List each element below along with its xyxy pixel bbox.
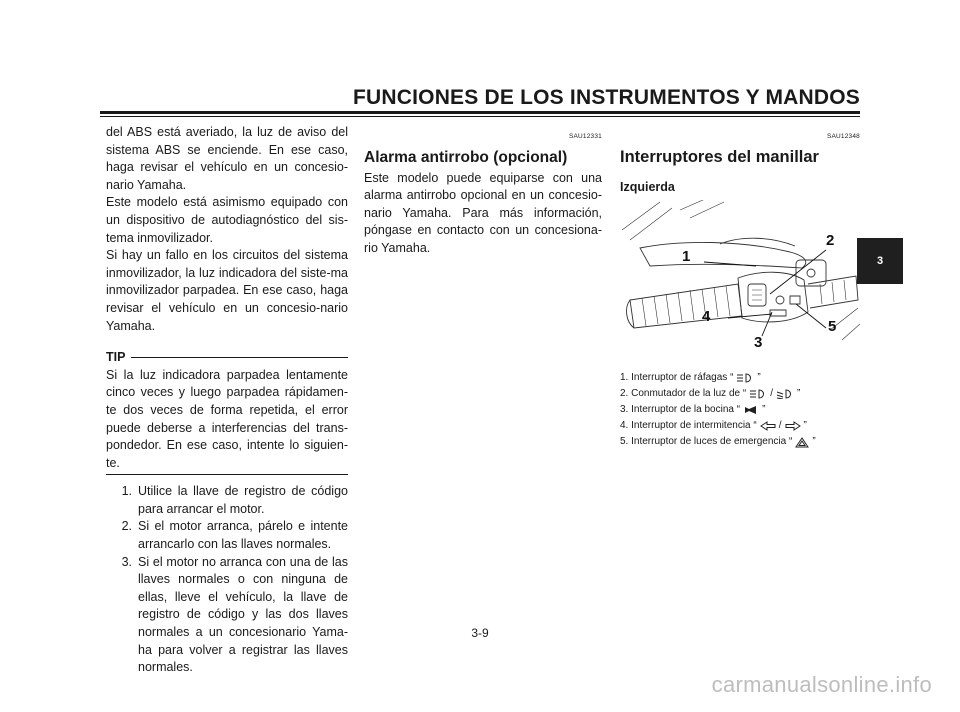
high-beam-icon bbox=[749, 389, 767, 399]
legend-item-1 bbox=[620, 370, 860, 386]
paragraph-alarm: Este modelo puede equiparse con una alarma antirrobo opcional en un concesio-nario Yamaha. Para más información, póngase en contacto con un concesiona-rio Yamaha. bbox=[364, 170, 602, 255]
legend-item-3 bbox=[620, 402, 860, 418]
subsection-title-left: Izquierda bbox=[620, 179, 675, 194]
header-rule bbox=[100, 111, 860, 114]
section-code: SAU12331 bbox=[568, 133, 602, 140]
watermark-text: carmanualsonline.info bbox=[711, 672, 932, 697]
step-number: 1. bbox=[121, 484, 132, 499]
low-beam-icon bbox=[776, 389, 794, 399]
paragraph-abs: del ABS está averiado, la luz de aviso del sistema ABS se enciende. En ese caso, haga revisar el vehículo en un concesio-nario Yamaha. bbox=[106, 125, 348, 192]
callout-2: 2 bbox=[826, 232, 835, 250]
legend-item-2 bbox=[620, 386, 860, 402]
figure-legend bbox=[620, 370, 860, 450]
legend-text: ” bbox=[757, 372, 761, 384]
legend-text: ” bbox=[803, 420, 807, 432]
step-text: Si el motor no arranca con una de las llaves normales o con ninguna de ellas, lleve el vehículo, la llave de registro de código y las dos llaves normales a un concesionario Yama-ha para volver a registrar las llaves normales. bbox=[138, 554, 348, 675]
chapter-tab[interactable]: 3 bbox=[857, 238, 903, 284]
tip-text: Si la luz indicadora parpadea lentamente cinco veces y luego parpadea rápidamen-te dos veces de forma repetida, el error puede deberse a interferencias del trans-pondedor. En ese caso, intente lo siguien-te. bbox=[106, 367, 348, 470]
hazard-icon bbox=[795, 437, 809, 448]
tip-header bbox=[106, 349, 348, 367]
page-header-title: FUNCIONES DE LOS INSTRUMENTOS Y MANDOS bbox=[353, 86, 860, 109]
handlebar-illustration bbox=[620, 200, 860, 360]
section-code: SAU12348 bbox=[826, 133, 860, 140]
column-right bbox=[620, 124, 860, 450]
callout-4: 4 bbox=[702, 308, 711, 326]
tip-label: TIP bbox=[106, 350, 126, 365]
legend-text: 1. Interruptor de ráfagas “ bbox=[620, 372, 734, 384]
passing-light-icon bbox=[736, 373, 754, 383]
legend-text: 3. Interruptor de la bocina “ bbox=[620, 404, 741, 416]
step-text: Utilice la llave de registro de código para arrancar el motor. bbox=[138, 484, 348, 516]
callout-5: 5 bbox=[828, 318, 837, 336]
page-number: 3-9 bbox=[471, 626, 489, 640]
section-title-switches: Interruptores del manillar bbox=[620, 147, 819, 166]
list-item bbox=[110, 518, 348, 553]
step-number: 3. bbox=[121, 554, 132, 569]
legend-separator: / bbox=[778, 420, 782, 432]
horn-icon bbox=[743, 405, 759, 415]
tip-rule bbox=[131, 357, 348, 358]
steps-list bbox=[110, 483, 348, 677]
list-item bbox=[110, 554, 348, 677]
column-middle bbox=[364, 124, 602, 258]
handlebar-drawing bbox=[620, 200, 860, 360]
turn-right-icon bbox=[785, 421, 801, 431]
legend-item-4 bbox=[620, 418, 860, 434]
legend-text: 4. Interruptor de intermitencia “ bbox=[620, 420, 757, 432]
legend-text: ” bbox=[796, 388, 801, 400]
section-title-alarm: Alarma antirrobo (opcional) bbox=[364, 148, 568, 166]
step-text: Si el motor arranca, párelo e intente arrancarlo con las llaves normales. bbox=[138, 519, 348, 552]
paragraph-immobilizer: Si hay un fallo en los circuitos del sistema inmovilizador, la luz indicadora del siste-ma inmovilizador parpadea. En ese caso, haga revisar el vehículo en un concesio-nario Yamaha. bbox=[106, 248, 348, 333]
column-left bbox=[106, 124, 348, 677]
list-item bbox=[110, 483, 348, 518]
tip-end-rule bbox=[106, 474, 348, 475]
header-rule-thin bbox=[100, 116, 860, 117]
legend-text: ” bbox=[812, 436, 816, 448]
legend-text: 5. Interruptor de luces de emergencia “ bbox=[620, 436, 793, 448]
callout-1: 1 bbox=[682, 248, 691, 266]
legend-item-5 bbox=[620, 434, 860, 450]
paragraph-selfdiag: Este modelo está asimismo equipado con un dispositivo de autodiagnóstico del sis-tema inmovilizador. bbox=[106, 195, 348, 245]
callout-3: 3 bbox=[754, 334, 763, 352]
legend-text: 2. Conmutador de la luz de “ bbox=[620, 388, 747, 400]
step-number: 2. bbox=[121, 519, 132, 534]
turn-left-icon bbox=[760, 421, 776, 431]
legend-separator: / bbox=[770, 388, 773, 400]
legend-text: ” bbox=[762, 404, 766, 416]
